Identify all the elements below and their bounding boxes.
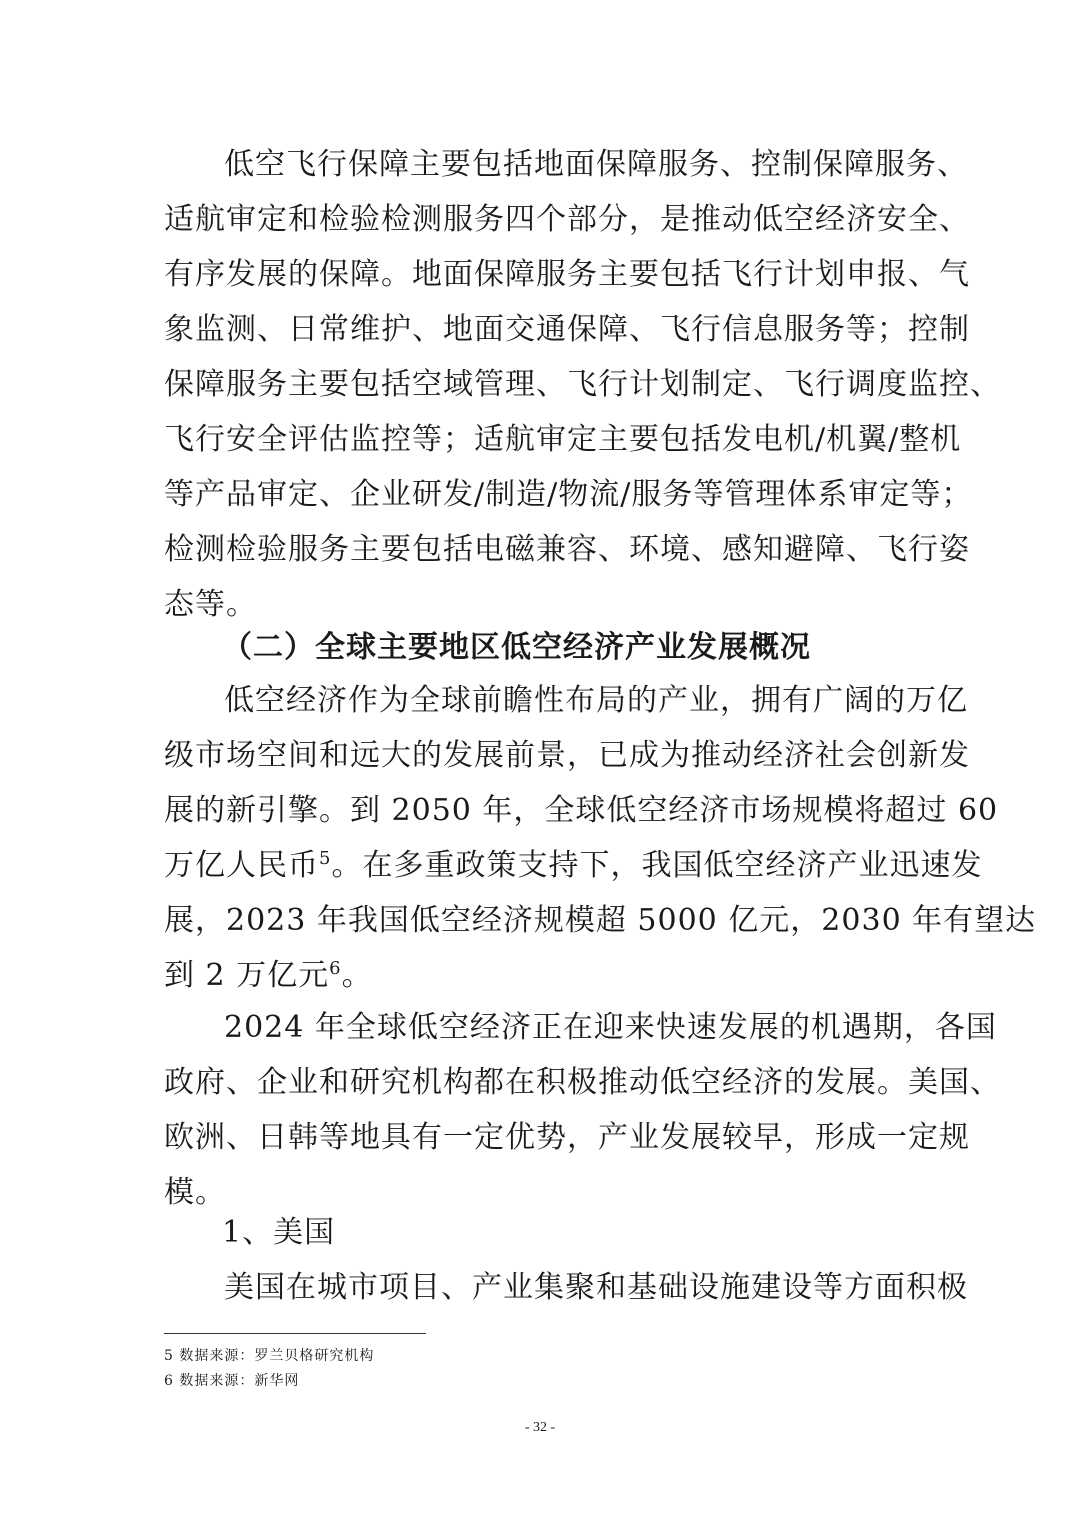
footnote-6: 6 数据来源：新华网 [164, 1373, 300, 1389]
footnote-ref-6[interactable]: 6 [329, 958, 342, 979]
paragraph-line: 2024 年全球低空经济正在迎来快速发展的机遇期，各国 [224, 1010, 997, 1045]
footnote-divider [164, 1333, 426, 1334]
paragraph-line: 政府、企业和研究机构都在积极推动低空经济的发展。美国、 [164, 1065, 1001, 1100]
paragraph-line [164, 948, 916, 1003]
paragraph-line: 展的新引擎。到 2050 年，全球低空经济市场规模将超过 60 [164, 793, 999, 828]
paragraph-line: 级市场空间和远大的发展前景，已成为推动经济社会创新发 [164, 738, 970, 773]
paragraph-2024-opportunity [164, 1000, 1001, 1220]
paragraph-line: 检测检验服务主要包括电磁兼容、环境、感知避障、飞行姿 [164, 532, 970, 567]
paragraph-line: 模。 [164, 1175, 226, 1210]
paragraph-line: 低空经济作为全球前瞻性布局的产业，拥有广阔的万亿 [224, 683, 968, 718]
sub-heading-usa: 1、美国 [222, 1215, 336, 1250]
paragraph-line: 美国在城市项目、产业集聚和基础设施建设等方面积极 [224, 1270, 968, 1305]
paragraph-line: 飞行安全评估监控等；适航审定主要包括发电机/机翼/整机 [164, 422, 962, 457]
paragraph-line: 象监测、日常维护、地面交通保障、飞行信息服务等；控制 [164, 312, 970, 347]
paragraph-line [164, 838, 983, 893]
paragraph-low-altitude-flight-support [164, 137, 1001, 632]
page-number: - 32 - [524, 1420, 556, 1435]
paragraph-line: 适航审定和检验检测服务四个部分，是推动低空经济安全、 [164, 202, 970, 237]
line-text: 万亿人民币 [164, 848, 319, 883]
line-text: 。在多重政策支持下，我国低空经济产业迅速发 [331, 848, 983, 883]
paragraph-line: 展，2023 年我国低空经济规模超 5000 亿元，2030 年有望达 [164, 903, 1037, 938]
paragraph-line: 等产品审定、企业研发/制造/物流/服务等管理体系审定等； [164, 477, 973, 512]
paragraph-line: 有序发展的保障。地面保障服务主要包括飞行计划申报、气 [164, 257, 970, 292]
paragraph-line: 低空飞行保障主要包括地面保障服务、控制保障服务、 [224, 147, 968, 182]
paragraph-line: 态等。 [164, 587, 257, 622]
paragraph-global-overview [164, 673, 1037, 1003]
paragraph-line: 欧洲、日韩等地具有一定优势，产业发展较早，形成一定规 [164, 1120, 970, 1155]
footnote-ref-5[interactable]: 5 [319, 848, 332, 869]
line-text: 到 2 万亿元 [164, 958, 330, 993]
footnote-5: 5 数据来源：罗兰贝格研究机构 [164, 1348, 375, 1364]
paragraph-line: 保障服务主要包括空域管理、飞行计划制定、飞行调度监控、 [164, 367, 1001, 402]
line-text: 。 [341, 958, 373, 993]
section-heading: （二）全球主要地区低空经济产业发展概况 [222, 630, 811, 665]
paragraph-usa [164, 1260, 968, 1315]
footnotes [164, 1344, 374, 1394]
